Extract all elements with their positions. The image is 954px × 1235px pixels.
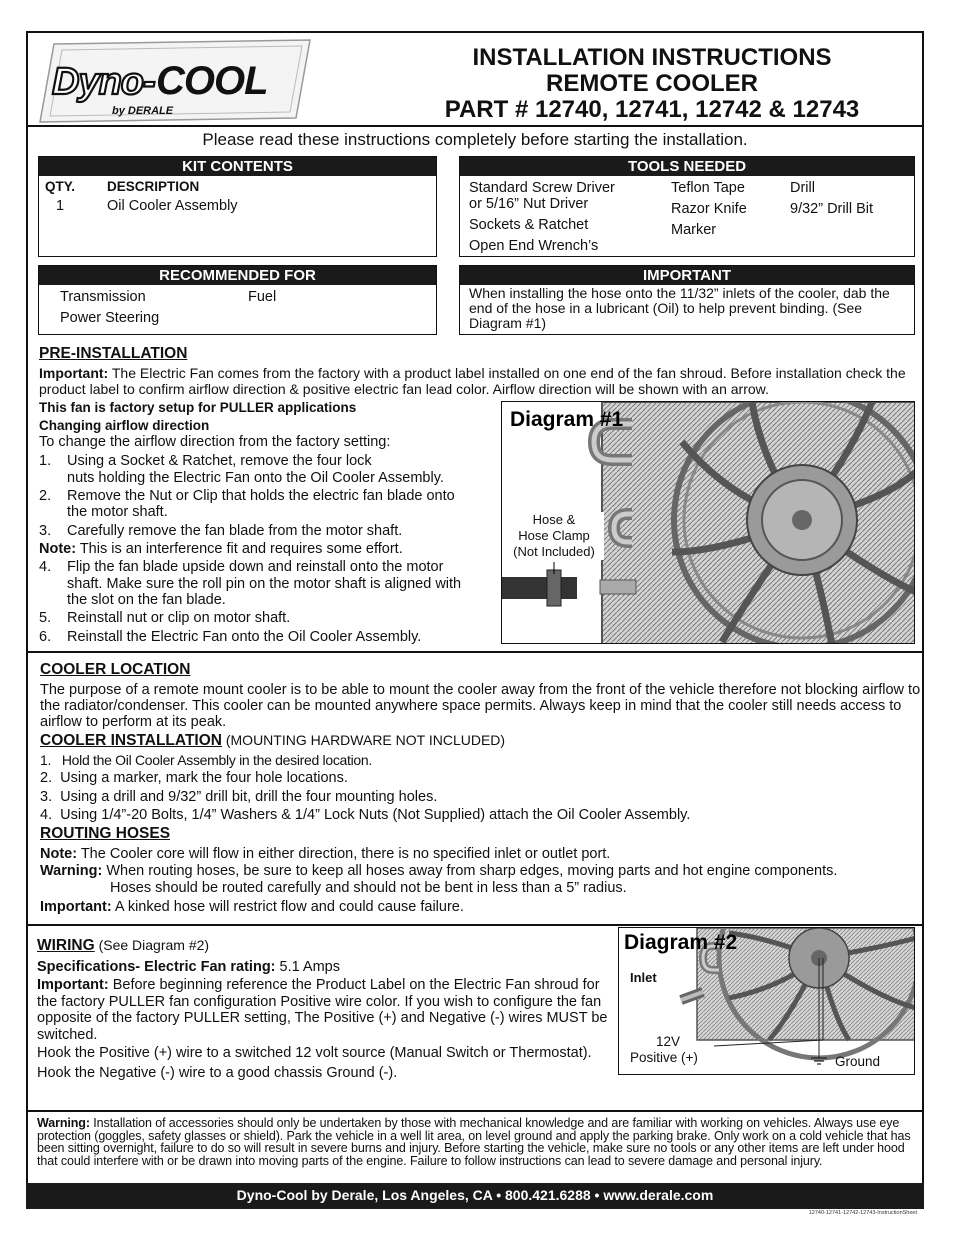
- note-text: This is an interference fit and requires some effort.: [76, 541, 403, 557]
- wiring-heading-note: (See Diagram #2): [94, 937, 210, 953]
- wiring-spec: [37, 959, 340, 976]
- diagram-2-title: Diagram #2: [624, 931, 738, 954]
- tool-item: Razor Knife: [671, 201, 747, 217]
- important-box: [459, 265, 915, 335]
- divider: [26, 125, 924, 127]
- cooler-installation-heading: COOLER INSTALLATION: [40, 732, 222, 749]
- warning-text: When routing hoses, be sure to keep all hoses away from sharp edges, moving parts and hot engine components.: [102, 863, 838, 879]
- important-text: When installing the hose onto the 11/32” inlets of the cooler, dab the end of the hose in a lubricant (Oil) to help prevent binding. (See Diagram #1): [469, 285, 890, 331]
- description-header: DESCRIPTION: [107, 179, 200, 194]
- tools-needed-heading: TOOLS NEEDED: [460, 157, 914, 176]
- tool-item: Sockets & Ratchet: [469, 217, 589, 233]
- step-number: 1.: [39, 453, 52, 469]
- factory-setup-text: This fan is factory setup for PULLER applications: [39, 400, 357, 415]
- spec-value: 5.1 Amps: [275, 959, 340, 975]
- svg-text:Dyno-: Dyno-: [52, 61, 155, 103]
- wiring-header: [37, 937, 209, 955]
- tool-item: Teflon Tape: [671, 180, 745, 196]
- step-number: 6.: [39, 629, 52, 645]
- routing-important: [40, 899, 464, 916]
- changing-airflow-heading: Changing airflow direction: [39, 418, 210, 433]
- sheet-part-number: 12740-12741-12742-12743-InstructionSheet: [808, 1210, 917, 1216]
- important-label: Important:: [40, 899, 112, 915]
- pre-step-1-cont: nuts holding the Electric Fan onto the Oil Cooler Assembly.: [67, 470, 444, 486]
- tool-item: Marker: [671, 222, 717, 238]
- recommended-for-box: [38, 265, 437, 335]
- important-text: A kinked hose will restrict flow and could cause failure.: [111, 899, 464, 915]
- cooler-installation-note: (MOUNTING HARDWARE NOT INCLUDED): [221, 732, 506, 748]
- pre-step-2: Remove the Nut or Clip that holds the electric fan blade onto: [67, 488, 455, 504]
- step-number: 4.: [39, 559, 52, 575]
- changing-airflow-intro: To change the airflow direction from the factory setting:: [39, 434, 391, 450]
- wiring-important: [37, 977, 612, 1043]
- warning-text: Installation of accessories should only be undertaken by those with mechanical knowledge and are familiar with working on vehicles. Always use eye protection (goggles, safety glasses or shield). Park the vehicle in a well lit area, on level ground and apply the parking brake. Only work on a cold vehicle that has been sitting overnight, failure to do so will result in severe burns and injury. Before starting the vehicle, make sure no tools or any other items are left under hood that could interfere with or be drawn into moving parts of the engine. Failure to follow instructions can lead to severe damage and personal injury.: [37, 1116, 911, 1168]
- divider: [26, 651, 924, 653]
- wiring-positive-line: Hook the Positive (+) wire to a switched 12 volt source (Manual Switch or Thermostat).: [37, 1045, 592, 1061]
- cooler-installation-header: [40, 732, 505, 750]
- doc-subtitle: REMOTE COOLER: [545, 70, 758, 97]
- dyno-cool-logo: [34, 36, 316, 124]
- step-number: 2.: [39, 488, 52, 504]
- tool-item: Open End Wrench’s: [469, 238, 599, 254]
- part-number-title: PART # 12740, 12741, 12742 & 12743: [444, 96, 860, 123]
- install-step: 3. Using a drill and 9/32” drill bit, drill the four mounting holes.: [40, 789, 438, 805]
- pre-note: [39, 541, 403, 558]
- qty-header: QTY.: [45, 179, 76, 194]
- recommended-for-heading: RECOMMENDED FOR: [39, 266, 436, 285]
- tool-item: or 5/16” Nut Driver: [469, 196, 589, 212]
- intro-text: Please read these instructions completely before starting the installation.: [202, 130, 748, 149]
- v12-label: 12V: [656, 1034, 681, 1049]
- diagram-1: [501, 401, 915, 644]
- pre-installation-important: [39, 365, 919, 397]
- important-label: Important:: [37, 977, 109, 993]
- step-number: 5.: [39, 610, 52, 626]
- routing-hoses-heading: ROUTING HOSES: [40, 825, 171, 842]
- pre-step-2-cont: the motor shaft.: [67, 504, 168, 520]
- diagram-2: [618, 927, 915, 1075]
- kit-row-desc: Oil Cooler Assembly: [107, 198, 238, 214]
- pre-installation-heading: PRE-INSTALLATION: [39, 345, 188, 362]
- hose-label-line: (Not Included): [513, 544, 595, 559]
- routing-note: [40, 846, 610, 863]
- positive-label: Positive (+): [630, 1050, 698, 1065]
- kit-contents-box: [38, 156, 437, 257]
- hose-clamp-label: [504, 512, 604, 560]
- note-label: Note:: [40, 846, 78, 862]
- routing-warning-cont: Hoses should be routed carefully and should not be bent in less than a 5” radius.: [110, 880, 627, 896]
- tools-needed-box: [459, 156, 915, 257]
- note-text: The Cooler core will flow in either direction, there is no specified inlet or outlet port.: [77, 846, 611, 862]
- note-label: Note:: [39, 541, 77, 557]
- important-text: Before beginning reference the Product Label on the Electric Fan shroud for the factory PULLER fan configuration Positive wire color. If you wish to configure the fan opposite of the factory PULLER setting, The Positive (+) and Negative (-) wires MUST be switched.: [37, 977, 608, 1043]
- safety-warning: [37, 1117, 919, 1167]
- footer-bar: Dyno-Cool by Derale, Los Angeles, CA • 800.421.6288 • www.derale.com: [26, 1183, 924, 1209]
- svg-text:COOL: COOL: [156, 59, 268, 103]
- divider: [26, 924, 924, 926]
- hose-label-line: Hose &: [532, 512, 576, 527]
- pre-step-3: Carefully remove the fan blade from the motor shaft.: [67, 523, 403, 539]
- install-step: 2. Using a marker, mark the four hole locations.: [40, 770, 348, 786]
- tool-item: 9/32” Drill Bit: [790, 201, 873, 217]
- recommended-item: Fuel: [248, 289, 277, 305]
- cooler-location-heading: COOLER LOCATION: [40, 661, 191, 678]
- routing-warning: [40, 863, 837, 880]
- pre-step-4: Flip the fan blade upside down and reinstall onto the motor: [67, 559, 444, 575]
- pre-step-4-cont: shaft. Make sure the roll pin on the motor shaft is aligned with: [67, 576, 462, 592]
- pre-step-5: Reinstall nut or clip on motor shaft.: [67, 610, 291, 626]
- spec-label: Specifications- Electric Fan rating:: [37, 959, 276, 975]
- divider: [26, 1110, 924, 1112]
- wiring-negative-line: Hook the Negative (-) wire to a good chassis Ground (-).: [37, 1065, 398, 1081]
- warning-label: Warning:: [40, 863, 103, 879]
- step-number: 3.: [39, 523, 52, 539]
- diagram-1-title: Diagram #1: [510, 408, 624, 431]
- install-step: 4. Using 1/4”-20 Bolts, 1/4” Washers & 1/4” Lock Nuts (Not Supplied) attach the Oil Cooler Assembly.: [40, 807, 691, 823]
- wiring-heading: WIRING: [37, 937, 95, 954]
- recommended-item: Power Steering: [60, 310, 160, 326]
- pre-step-6: Reinstall the Electric Fan onto the Oil Cooler Assembly.: [67, 629, 422, 645]
- cooler-location-text: The purpose of a remote mount cooler is to be able to mount the cooler away from the front of the vehicle therefore not blocking airflow to the radiator/condenser. This cooler can be mounted anywhere space permits. Always keep in mind that the cooler still needs access to airflow to perform at its peak.: [40, 682, 921, 730]
- important-label: Important:: [39, 365, 109, 381]
- ground-label: Ground: [835, 1054, 881, 1069]
- tool-item: Standard Screw Driver: [469, 180, 615, 196]
- warning-label: Warning:: [37, 1116, 90, 1130]
- pre-step-4-cont: the slot on the fan blade.: [67, 592, 226, 608]
- kit-contents-heading: KIT CONTENTS: [39, 157, 436, 176]
- pre-step-1: Using a Socket & Ratchet, remove the four lock: [67, 453, 372, 469]
- kit-row-qty: 1: [56, 198, 65, 214]
- recommended-item: Transmission: [60, 289, 146, 305]
- important-heading: IMPORTANT: [460, 266, 914, 285]
- important-text: The Electric Fan comes from the factory with a product label installed on one end of the fan shroud. Before installation check the product label to confirm airflow direction & positive electric fan lead color. Airflow direction will be shown with an arrow.: [39, 365, 906, 397]
- svg-text:by DERALE: by DERALE: [112, 105, 174, 117]
- hose-label-line: Hose Clamp: [518, 528, 590, 543]
- install-step: 1. Hold the Oil Cooler Assembly in the desired location.: [40, 752, 372, 768]
- doc-title: INSTALLATION INSTRUCTIONS: [472, 44, 832, 71]
- inlet-label: Inlet: [630, 970, 657, 985]
- tool-item: Drill: [790, 180, 815, 196]
